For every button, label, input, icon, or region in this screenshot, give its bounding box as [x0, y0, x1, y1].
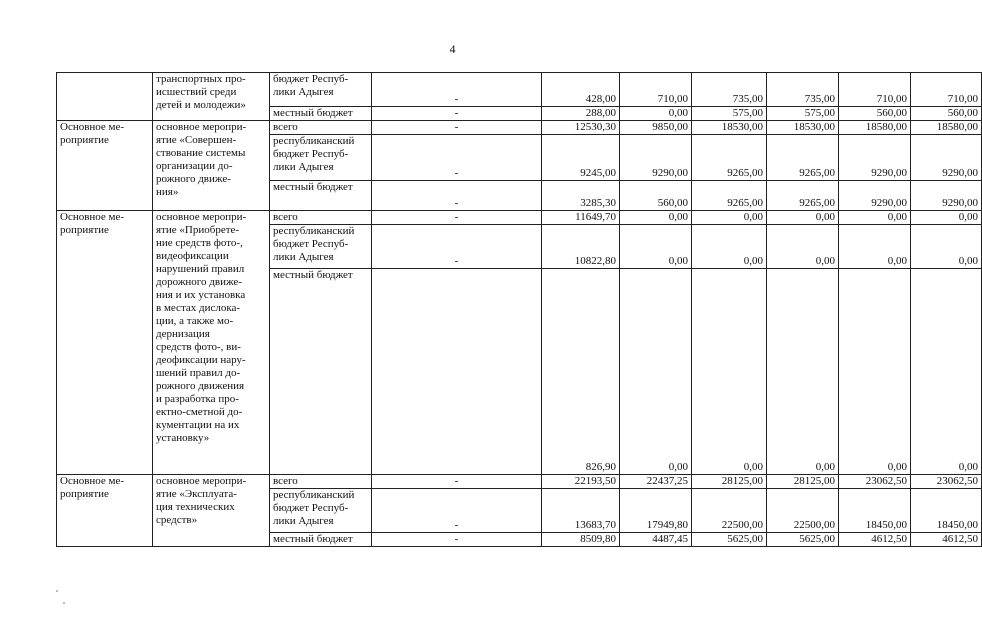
amount-cell: 735,00 [692, 73, 767, 107]
table-row [57, 211, 982, 225]
amount-cell: 0,00 [911, 269, 982, 475]
amount-cell: 0,00 [620, 225, 692, 269]
amount-cell: 4487,45 [620, 533, 692, 547]
funding-source-cell: местный бюджет [270, 181, 372, 211]
amount-cell: 9290,00 [839, 181, 911, 211]
executor-cell: - [372, 225, 542, 269]
amount-cell: 9850,00 [620, 121, 692, 135]
funding-source-cell: всего [270, 211, 372, 225]
funding-source-cell: местный бюджет [270, 269, 372, 475]
amount-cell: 28125,00 [692, 475, 767, 489]
amount-cell: 9245,00 [542, 135, 620, 181]
activity-type-cell: Основное ме- роприятие [57, 121, 153, 211]
amount-cell: 17949,80 [620, 489, 692, 533]
funding-source-cell: бюджет Респуб- лики Адыгея [270, 73, 372, 107]
amount-cell: 4612,50 [911, 533, 982, 547]
amount-cell: 575,00 [767, 107, 839, 121]
funding-source-cell: всего [270, 121, 372, 135]
amount-cell: 0,00 [911, 211, 982, 225]
activity-type-cell: Основное ме- роприятие [57, 475, 153, 547]
amount-cell: 288,00 [542, 107, 620, 121]
activity-type-cell: Основное ме- роприятие [57, 211, 153, 475]
amount-cell: 0,00 [767, 211, 839, 225]
budget-table [56, 72, 982, 547]
amount-cell: 0,00 [692, 225, 767, 269]
amount-cell: 22437,25 [620, 475, 692, 489]
funding-source-cell: республиканский бюджет Респуб- лики Адыгея [270, 489, 372, 533]
amount-cell: 9265,00 [767, 181, 839, 211]
executor-cell: - [372, 489, 542, 533]
amount-cell: 18530,00 [767, 121, 839, 135]
funding-source-cell: всего [270, 475, 372, 489]
amount-cell: 18450,00 [839, 489, 911, 533]
amount-cell: 22500,00 [767, 489, 839, 533]
amount-cell: 0,00 [767, 225, 839, 269]
funding-source-cell: республиканский бюджет Респуб- лики Адыгея [270, 225, 372, 269]
amount-cell: 5625,00 [767, 533, 839, 547]
amount-cell: 0,00 [911, 225, 982, 269]
amount-cell: 9265,00 [692, 135, 767, 181]
amount-cell: 3285,30 [542, 181, 620, 211]
amount-cell: 9265,00 [767, 135, 839, 181]
amount-cell: 18450,00 [911, 489, 982, 533]
executor-cell: - [372, 121, 542, 135]
table-row [57, 121, 982, 135]
amount-cell: 9290,00 [911, 181, 982, 211]
scan-speck [63, 602, 65, 604]
amount-cell: 560,00 [620, 181, 692, 211]
amount-cell: 10822,80 [542, 225, 620, 269]
executor-cell: - [372, 107, 542, 121]
amount-cell: 23062,50 [839, 475, 911, 489]
activity-type-cell [57, 73, 153, 121]
executor-cell: - [372, 211, 542, 225]
amount-cell: 826,90 [542, 269, 620, 475]
amount-cell: 710,00 [839, 73, 911, 107]
funding-source-cell: республиканский бюджет Респуб- лики Адыгея [270, 135, 372, 181]
amount-cell: 0,00 [692, 211, 767, 225]
funding-source-cell: местный бюджет [270, 107, 372, 121]
amount-cell: 18580,00 [839, 121, 911, 135]
executor-cell [372, 269, 542, 475]
executor-cell: - [372, 475, 542, 489]
amount-cell: 0,00 [767, 269, 839, 475]
amount-cell: 22193,50 [542, 475, 620, 489]
funding-source-cell: местный бюджет [270, 533, 372, 547]
amount-cell: 12530,30 [542, 121, 620, 135]
amount-cell: 22500,00 [692, 489, 767, 533]
amount-cell: 28125,00 [767, 475, 839, 489]
amount-cell: 18580,00 [911, 121, 982, 135]
table-row [57, 73, 982, 107]
page-number: 4 [449, 42, 456, 56]
amount-cell: 560,00 [839, 107, 911, 121]
activity-description-cell: основное меропри- ятие «Совершен- ствование системы организации до- рожного движе- ния» [153, 121, 270, 211]
amount-cell: 0,00 [839, 225, 911, 269]
amount-cell: 575,00 [692, 107, 767, 121]
amount-cell: 710,00 [620, 73, 692, 107]
executor-cell: - [372, 533, 542, 547]
amount-cell: 735,00 [767, 73, 839, 107]
amount-cell: 18530,00 [692, 121, 767, 135]
amount-cell: 0,00 [839, 269, 911, 475]
amount-cell: 9290,00 [911, 135, 982, 181]
amount-cell: 8509,80 [542, 533, 620, 547]
activity-description-cell: основное меропри- ятие «Эксплуата- ция технических средств» [153, 475, 270, 547]
amount-cell: 0,00 [839, 211, 911, 225]
amount-cell: 11649,70 [542, 211, 620, 225]
amount-cell: 9265,00 [692, 181, 767, 211]
amount-cell: 0,00 [620, 269, 692, 475]
executor-cell: - [372, 73, 542, 107]
activity-description-cell: транспортных про- исшествий среди детей и молодежи» [153, 73, 270, 121]
amount-cell: 23062,50 [911, 475, 982, 489]
amount-cell: 0,00 [620, 211, 692, 225]
executor-cell: - [372, 181, 542, 211]
amount-cell: 9290,00 [839, 135, 911, 181]
amount-cell: 560,00 [911, 107, 982, 121]
amount-cell: 4612,50 [839, 533, 911, 547]
executor-cell: - [372, 135, 542, 181]
amount-cell: 0,00 [692, 269, 767, 475]
activity-description-cell: основное меропри- ятие «Приобрете- ние средств фото-, видеофиксации нарушений правил дорожного движе- ния и их установка в местах дислока- ции, а также мо- дернизация средств фото-, ви- деофиксации нару- шений правил до- рожного движения и разработка про- ектно-сметной до- кументации на их установку» [153, 211, 270, 475]
amount-cell: 13683,70 [542, 489, 620, 533]
amount-cell: 428,00 [542, 73, 620, 107]
amount-cell: 5625,00 [692, 533, 767, 547]
table-row [57, 475, 982, 489]
amount-cell: 710,00 [911, 73, 982, 107]
amount-cell: 9290,00 [620, 135, 692, 181]
amount-cell: 0,00 [620, 107, 692, 121]
scan-speck [56, 590, 58, 592]
